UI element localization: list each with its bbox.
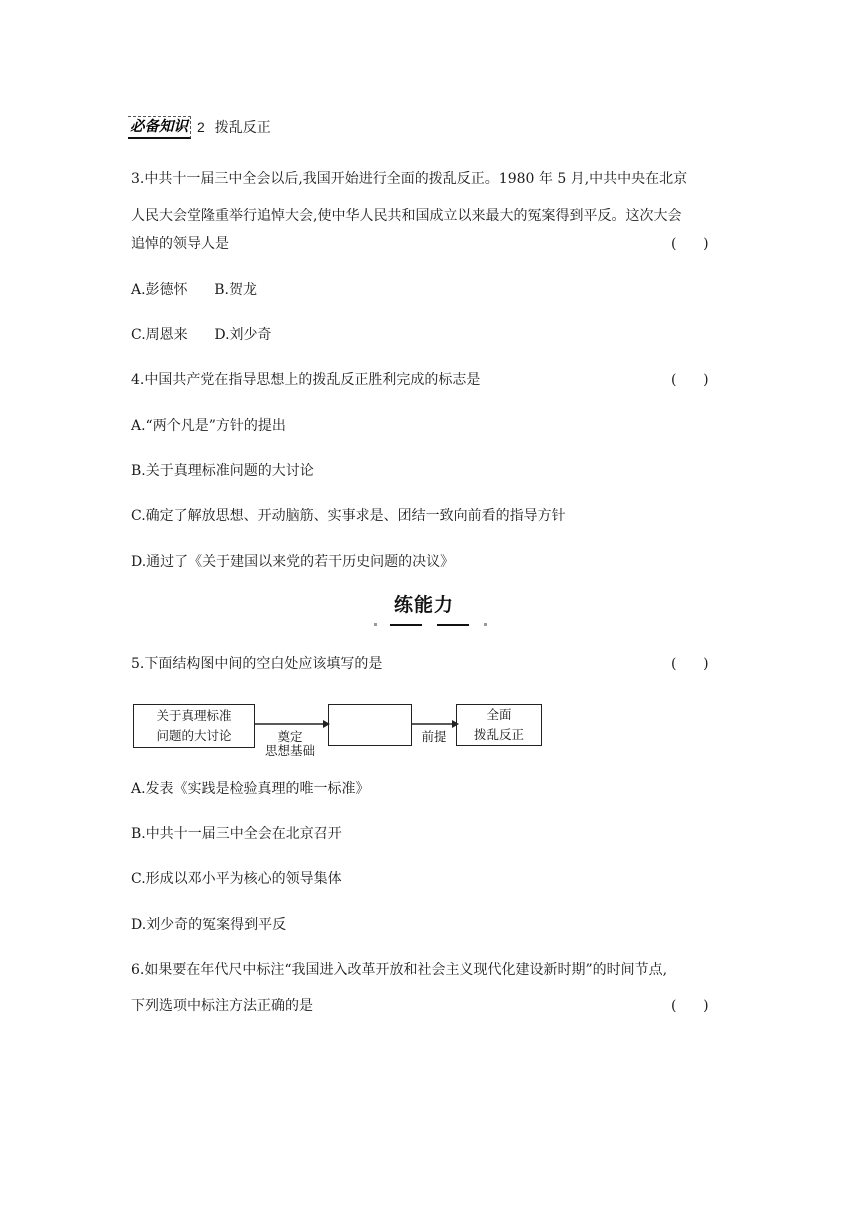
diagram-box-blank [328, 704, 412, 746]
section-heading-underline [437, 624, 469, 626]
question-5-option-a: A.发表《实践是检验真理的唯一标准》 [131, 781, 370, 797]
question-3-options-cd: C.周恩来 D.刘少奇 [131, 327, 272, 343]
section-heading-dot [484, 623, 487, 626]
diagram-arrow-1-label [254, 730, 326, 758]
question-6-answer-blank: ( ) [671, 998, 709, 1014]
section-heading-underline [390, 624, 422, 626]
section-heading-dot [374, 623, 377, 626]
diagram-arrow-label-text: 思想基础 [264, 743, 315, 758]
section-badge [128, 115, 271, 139]
question-4-stem: 4.中国共产党在指导思想上的拨乱反正胜利完成的标志是 [131, 372, 481, 388]
question-5-stem: 5.下面结构图中间的空白处应该填写的是 [131, 656, 383, 672]
question-3-line-3: 追悼的领导人是 [131, 236, 229, 252]
question-4-option-d: D.通过了《关于建国以来党的若干历史问题的决议》 [131, 554, 455, 570]
diagram-arrow-label-text: 奠定 [277, 729, 303, 744]
question-6-line-2: 下列选项中标注方法正确的是 [131, 998, 313, 1014]
section-badge-label: 必备知识 [128, 116, 191, 139]
question-6-line-1: 6.如果要在年代尺中标注“我国进入改革开放和社会主义现代化建设新时期”的时间节点, [131, 962, 668, 978]
diagram-box-truth-debate [133, 704, 255, 748]
question-4-option-c: C.确定了解放思想、开动脑筋、实事求是、团结一致向前看的指导方针 [131, 508, 566, 524]
diagram-box-text: 问题的大讨论 [156, 728, 232, 743]
question-5-option-d: D.刘少奇的冤案得到平反 [131, 917, 287, 933]
question-5-option-c: C.形成以邓小平为核心的领导集体 [131, 871, 342, 887]
question-4-answer-blank: ( ) [671, 372, 709, 388]
section-badge-title: 拨乱反正 [214, 119, 271, 135]
diagram-box-text: 关于真理标准 [156, 708, 232, 723]
section-badge-number: 2 [197, 119, 205, 135]
question-5-option-b: B.中共十一届三中全会在北京召开 [131, 826, 342, 842]
question-4-option-a: A.“两个凡是”方针的提出 [131, 418, 286, 434]
question-3-line-1: 3.中共十一届三中全会以后,我国开始进行全面的拨乱反正。1980 年 5 月,中共中央在北京 [131, 171, 688, 187]
question-5-answer-blank: ( ) [671, 656, 709, 672]
diagram-arrow-2-label: 前提 [421, 729, 447, 744]
question-3-options-ab: A.彭德怀 B.贺龙 [131, 282, 257, 298]
question-3-line-2: 人民大会堂隆重举行追悼大会,使中华人民共和国成立以来最大的冤案得到平反。这次大会 [131, 208, 682, 224]
section-heading: 练能力 [394, 594, 455, 616]
diagram-box-text: 拨乱反正 [473, 727, 524, 742]
diagram-box-text: 全面 [486, 707, 512, 722]
question-4-option-b: B.关于真理标准问题的大讨论 [131, 463, 314, 479]
diagram-box-full-reform [456, 704, 542, 746]
question-3-answer-blank: ( ) [671, 236, 709, 252]
